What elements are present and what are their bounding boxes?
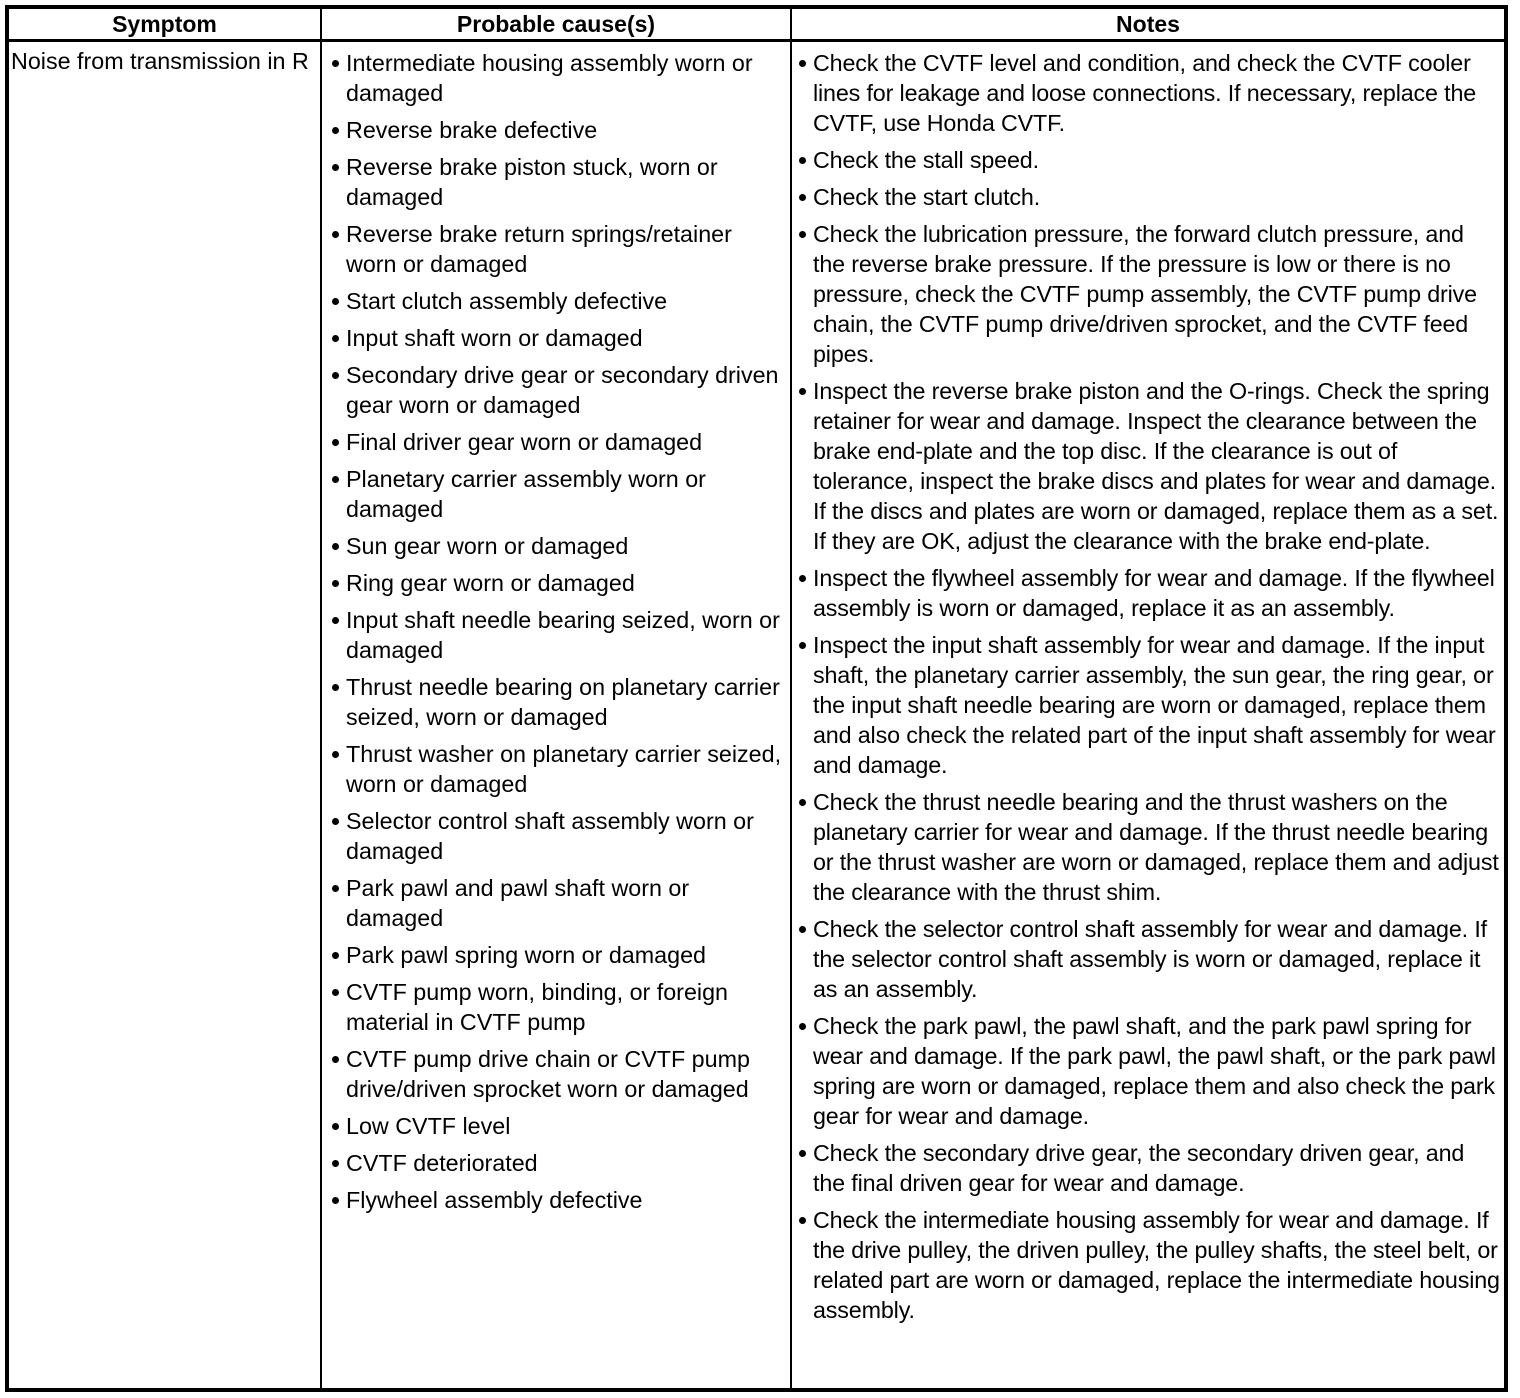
bullet-icon: [332, 372, 339, 379]
note-item: Inspect the reverse brake piston and the O-rings. Check the spring retainer for wear and damage. Inspect the clearance between the brake end-plate and the top disc. If the clearance is out of tolerance, inspect the brake discs and plates for wear and damage. If the discs and plates are worn or damaged, replace them as a set. If they are OK, adjust the clearance with the brake end-plate.: [794, 376, 1502, 556]
notes-cell: [792, 42, 1504, 1388]
bullet-icon: [799, 1023, 806, 1030]
cause-item: Flywheel assembly defective: [326, 1185, 786, 1215]
bullet-icon: [799, 575, 806, 582]
bullet-icon: [332, 1160, 339, 1167]
symptom-cell: Noise from transmission in R: [9, 42, 322, 1388]
bullet-icon: [799, 60, 806, 67]
note-item: Check the thrust needle bearing and the thrust washers on the planetary carrier for wear and damage. If the thrust needle bearing or the thrust washer are worn or damaged, replace them and adjust the clearance with the thrust shim.: [794, 787, 1502, 907]
cause-item: Reverse brake return springs/retainer worn or damaged: [326, 219, 786, 279]
bullet-icon: [332, 818, 339, 825]
header-symptom: Symptom: [9, 9, 322, 42]
cause-item: Park pawl and pawl shaft worn or damaged: [326, 873, 786, 933]
bullet-icon: [332, 164, 339, 171]
bullet-icon: [332, 127, 339, 134]
bullet-icon: [799, 194, 806, 201]
bullet-icon: [332, 298, 339, 305]
bullet-icon: [799, 231, 806, 238]
cause-item: Secondary drive gear or secondary driven gear worn or damaged: [326, 360, 786, 420]
bullet-icon: [332, 952, 339, 959]
cause-item: Intermediate housing assembly worn or damaged: [326, 48, 786, 108]
cause-item: Input shaft needle bearing seized, worn or damaged: [326, 605, 786, 665]
cause-item: CVTF pump worn, binding, or foreign material in CVTF pump: [326, 977, 786, 1037]
cause-item: CVTF pump drive chain or CVTF pump drive/driven sprocket worn or damaged: [326, 1044, 786, 1104]
bullet-icon: [332, 751, 339, 758]
cause-item: Thrust washer on planetary carrier seized, worn or damaged: [326, 739, 786, 799]
bullet-icon: [332, 1197, 339, 1204]
cause-item: Planetary carrier assembly worn or damaged: [326, 464, 786, 524]
bullet-icon: [332, 580, 339, 587]
note-item: Check the CVTF level and condition, and check the CVTF cooler lines for leakage and loose connections. If necessary, replace the CVTF, use Honda CVTF.: [794, 48, 1502, 138]
bullet-icon: [799, 157, 806, 164]
bullet-icon: [799, 1150, 806, 1157]
cause-item: Reverse brake piston stuck, worn or damaged: [326, 152, 786, 212]
bullet-icon: [332, 1056, 339, 1063]
bullet-icon: [332, 684, 339, 691]
cause-item: Input shaft worn or damaged: [326, 323, 786, 353]
bullet-icon: [799, 799, 806, 806]
bullet-icon: [799, 1217, 806, 1224]
cause-item: Reverse brake defective: [326, 115, 786, 145]
note-item: Check the start clutch.: [794, 182, 1502, 212]
bullet-icon: [332, 476, 339, 483]
troubleshooting-table: [5, 5, 1508, 1392]
note-item: Check the stall speed.: [794, 145, 1502, 175]
bullet-icon: [799, 926, 806, 933]
bullet-icon: [332, 439, 339, 446]
bullet-icon: [332, 543, 339, 550]
note-item: Check the secondary drive gear, the secondary driven gear, and the final driven gear for wear and damage.: [794, 1138, 1502, 1198]
bullet-icon: [332, 617, 339, 624]
cause-item: Selector control shaft assembly worn or damaged: [326, 806, 786, 866]
cause-item: Ring gear worn or damaged: [326, 568, 786, 598]
header-notes: Notes: [792, 9, 1504, 42]
header-probable-causes: Probable cause(s): [322, 9, 792, 42]
bullet-icon: [332, 885, 339, 892]
cause-item: Thrust needle bearing on planetary carrier seized, worn or damaged: [326, 672, 786, 732]
bullet-icon: [332, 1123, 339, 1130]
bullet-icon: [332, 989, 339, 996]
cause-item: Sun gear worn or damaged: [326, 531, 786, 561]
notes-list: [794, 48, 1502, 1325]
note-item: Inspect the flywheel assembly for wear and damage. If the flywheel assembly is worn or damaged, replace it as an assembly.: [794, 563, 1502, 623]
cause-item: Park pawl spring worn or damaged: [326, 940, 786, 970]
cause-item: Start clutch assembly defective: [326, 286, 786, 316]
cause-item: CVTF deteriorated: [326, 1148, 786, 1178]
note-item: Check the lubrication pressure, the forward clutch pressure, and the reverse brake pressure. If the pressure is low or there is no pressure, check the CVTF pump assembly, the CVTF pump drive chain, the CVTF pump drive/driven sprocket, and the CVTF feed pipes.: [794, 219, 1502, 369]
causes-list: [326, 48, 786, 1215]
bullet-icon: [332, 231, 339, 238]
bullet-icon: [799, 642, 806, 649]
bullet-icon: [332, 60, 339, 67]
probable-causes-cell: [322, 42, 792, 1388]
note-item: Check the intermediate housing assembly for wear and damage. If the drive pulley, the driven pulley, the pulley shafts, the steel belt, or related part are worn or damaged, replace the intermediate housing assembly.: [794, 1205, 1502, 1325]
bullet-icon: [799, 388, 806, 395]
bullet-icon: [332, 335, 339, 342]
cause-item: Final driver gear worn or damaged: [326, 427, 786, 457]
note-item: Check the park pawl, the pawl shaft, and the park pawl spring for wear and damage. If the park pawl, the pawl shaft, or the park pawl spring are worn or damaged, replace them and also check the park gear for wear and damage.: [794, 1011, 1502, 1131]
note-item: Check the selector control shaft assembly for wear and damage. If the selector control shaft assembly is worn or damaged, replace it as an assembly.: [794, 914, 1502, 1004]
cause-item: Low CVTF level: [326, 1111, 786, 1141]
note-item: Inspect the input shaft assembly for wear and damage. If the input shaft, the planetary carrier assembly, the sun gear, the ring gear, or the input shaft needle bearing are worn or damaged, replace them and also check the related part of the input shaft assembly for wear and damage.: [794, 630, 1502, 780]
